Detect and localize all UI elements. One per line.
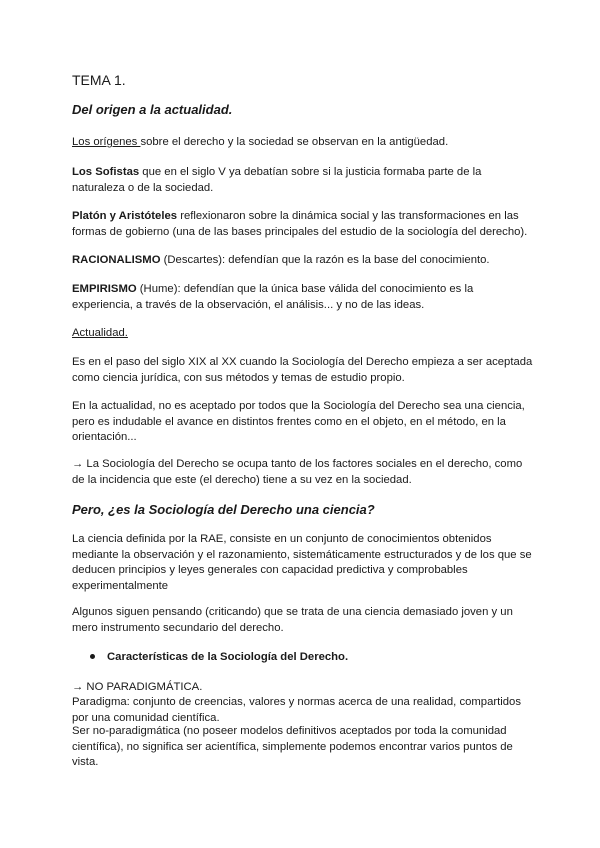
paragraph-paradigma: Paradigma: conjunto de creencias, valores y normas acerca de una realidad, compartidos por una comunidad científica. — [72, 696, 521, 724]
paragraph-platon — [72, 209, 534, 240]
section-heading-origen: Del origen a la actualidad. — [72, 102, 233, 117]
sofistas-text: que en el siglo V ya debatían sobre si la justicia formaba parte de la naturaleza o de la sociedad. — [72, 166, 482, 194]
racionalismo-text: (Descartes): defendían que la razón es la base del conocimiento. — [160, 254, 490, 266]
paragraph-algunos: Algunos siguen pensando (criticando) que se trata de una ciencia demasiado joven y un mero instrumento secundario del derecho. — [72, 606, 513, 634]
origenes-underlined: Los orígenes — [72, 136, 141, 148]
bullet-list-item — [90, 651, 348, 663]
paragraph-no-paradigmatica: Ser no-paradigmática (no poseer modelos definitivos aceptados por toda la comunidad científica), no significa ser acientífica, simplemente podemos encontrar varios puntos de vista. — [72, 725, 513, 769]
paragraph-siglo: Es en el paso del siglo XIX al XX cuando la Sociología del Derecho empieza a ser aceptada como ciencia jurídica, con sus métodos y temas de estudio propio. — [72, 356, 533, 384]
sofistas-bold: Los Sofistas — [72, 166, 140, 178]
paragraph-arrow-sociologia: → La Sociología del Derecho se ocupa tanto de los factores sociales en el derecho, como de la incidencia que este (el derecho) tiene a su vez en la sociedad. — [72, 458, 523, 486]
paragraph-ciencia-rae: La ciencia definida por la RAE, consiste en un conjunto de conocimientos obtenidos mediante la observación y el razonamiento, sistemáticamente estructurados y de los que se deducen principios y leyes generales con capacidad predictiva y comprobables experimentalmente — [72, 533, 532, 592]
bullet-dot-icon — [90, 654, 95, 659]
no-paradigmatica-heading: → NO PARADIGMÁTICA. — [72, 681, 203, 693]
section-heading-ciencia: Pero, ¿es la Sociología del Derecho una ciencia? — [72, 502, 375, 517]
paragraph-sofistas — [72, 165, 534, 196]
paragraph-origenes — [72, 135, 534, 151]
empirismo-text: (Hume): defendían que la única base válida del conocimiento es la experiencia, a través de la observación, el análisis... y no de las ideas. — [72, 283, 474, 311]
paragraph-racionalismo — [72, 253, 534, 269]
origenes-text: sobre el derecho y la sociedad se observan en la antigüedad. — [140, 136, 449, 148]
empirismo-bold: EMPIRISMO — [72, 283, 137, 295]
bullet-item-label: Características de la Sociología del Derecho. — [107, 651, 349, 663]
platon-text: reflexionaron sobre la dinámica social y las transformaciones en las formas de gobierno (una de las bases principales del estudio de la sociología del derecho). — [72, 210, 528, 238]
racionalismo-bold: RACIONALISMO — [72, 254, 161, 266]
actualidad-heading: Actualidad. — [72, 327, 128, 339]
paragraph-empirismo — [72, 282, 534, 313]
paragraph-actualidad: En la actualidad, no es aceptado por todos que la Sociología del Derecho sea una ciencia, pero es indudable el avance en distintos frentes como en el objeto, en el método, en la orientación... — [72, 400, 525, 444]
platon-bold: Platón y Aristóteles — [72, 210, 178, 222]
page-title: TEMA 1. — [72, 72, 126, 88]
